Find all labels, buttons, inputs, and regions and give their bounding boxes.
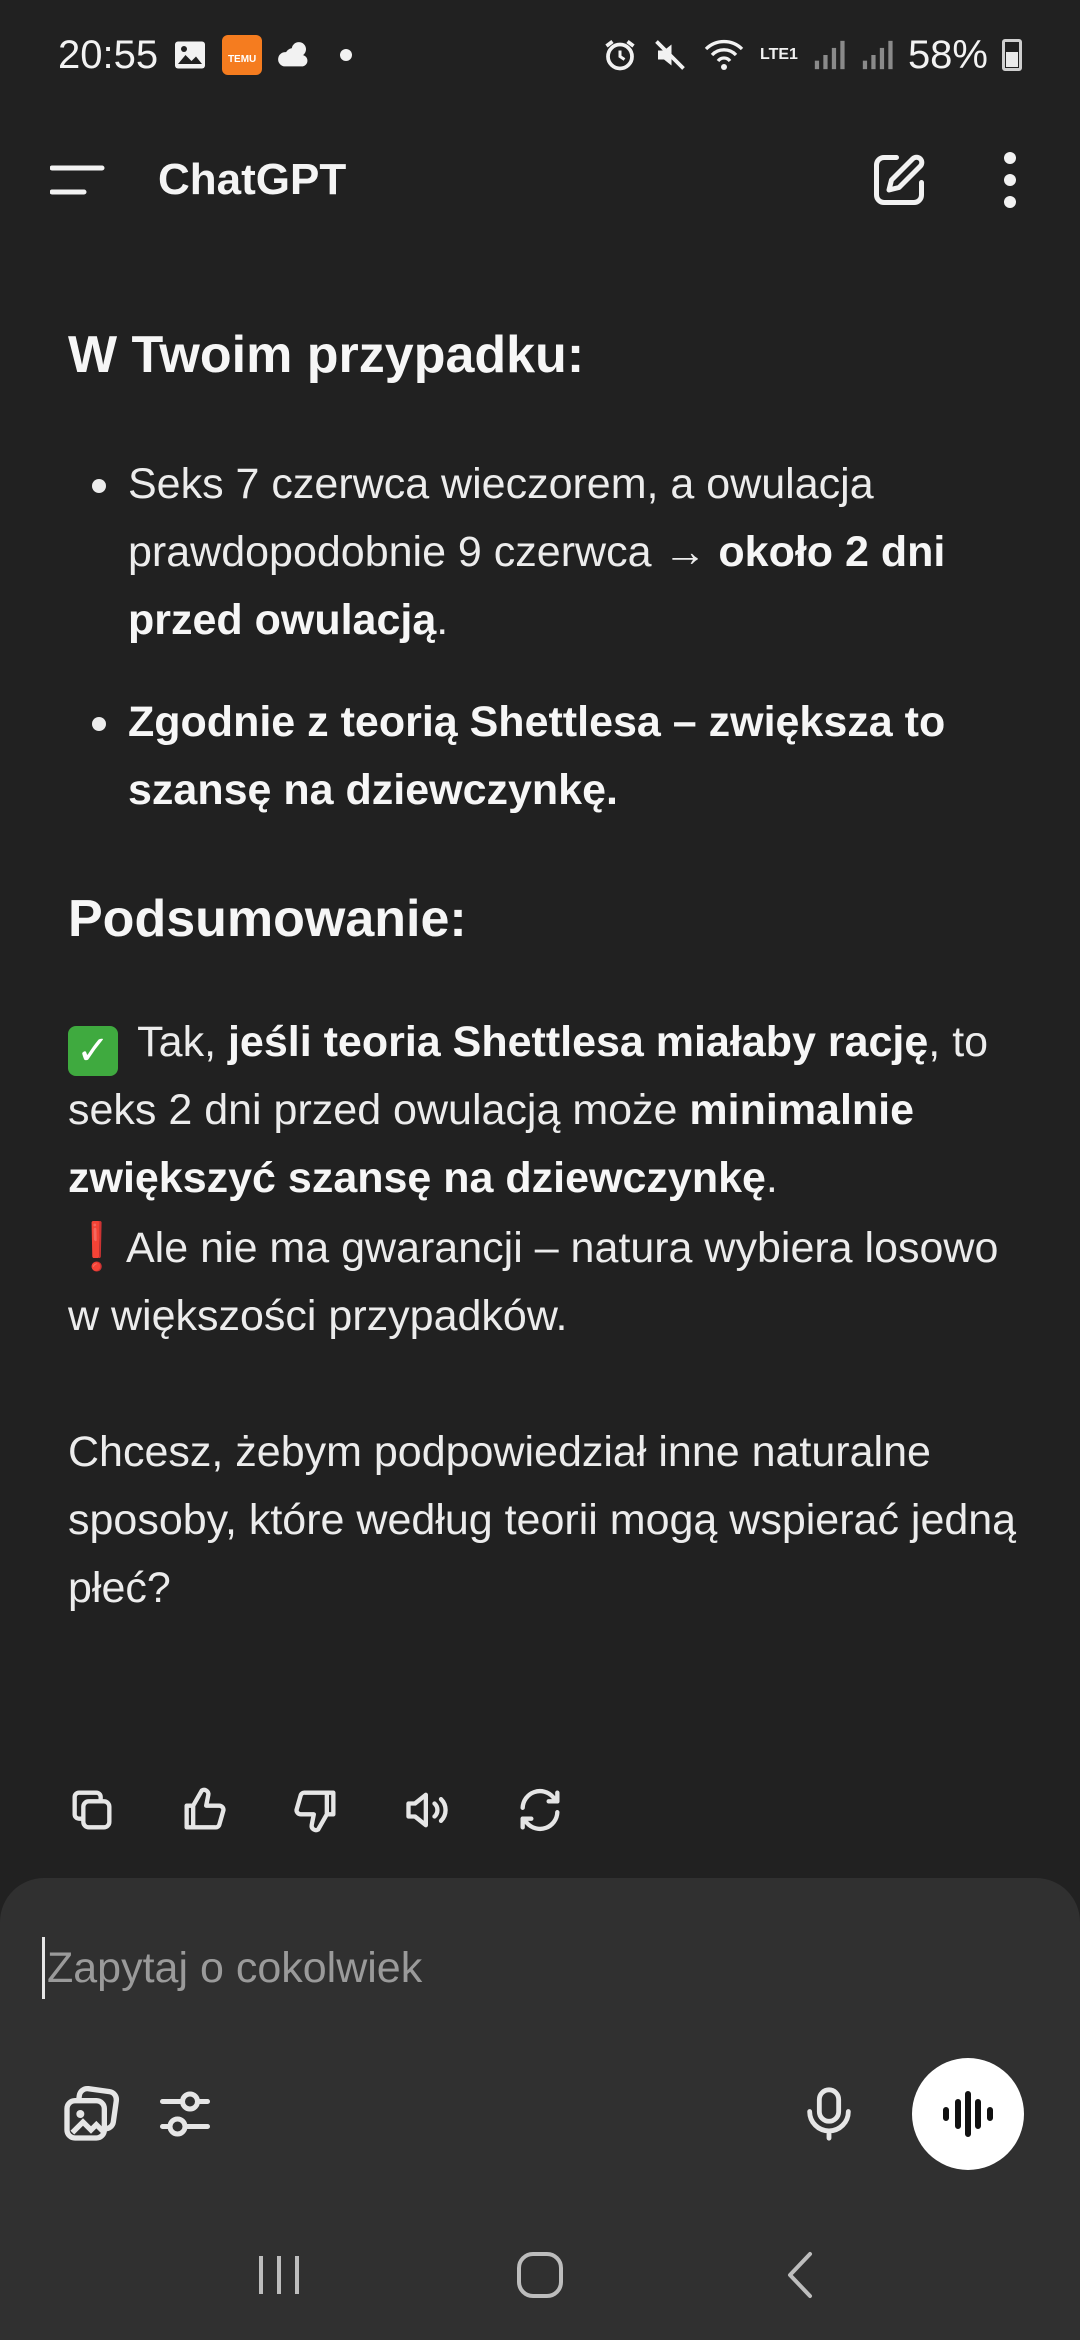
network-label: LTE1 <box>760 46 798 63</box>
check-emoji-icon: ✓ <box>68 1026 118 1076</box>
summary-p1-bold: jeśli teoria Shettlesa miałaby rację <box>227 1018 929 1066</box>
wifi-icon <box>702 37 746 73</box>
summary-p1-a: Tak, <box>126 1018 228 1066</box>
tools-icon <box>155 2084 215 2144</box>
bullet-item-1 <box>68 450 1018 654</box>
regenerate-icon <box>514 1784 566 1836</box>
read-aloud-button[interactable] <box>398 1780 458 1840</box>
home-button[interactable] <box>495 2230 585 2320</box>
summary-p1-end: . <box>765 1154 778 1202</box>
image-icon <box>59 2082 123 2146</box>
temu-icon <box>222 35 262 75</box>
back-button[interactable] <box>755 2230 845 2320</box>
more-options-button[interactable] <box>990 145 1030 215</box>
menu-icon <box>50 160 106 200</box>
thumbs-down-icon <box>290 1784 342 1836</box>
assistant-message <box>68 320 1018 1622</box>
back-icon <box>780 2250 820 2300</box>
app-title[interactable]: ChatGPT <box>158 155 347 204</box>
heading-case: W Twoim przypadku: <box>68 326 585 384</box>
summary-p2: Ale nie ma gwarancji – natura wybiera losowo w większości przypadków. <box>68 1224 999 1340</box>
weather-icon <box>276 37 316 73</box>
bullet1-bold: około 2 dni przed owulacją <box>128 528 946 644</box>
menu-button[interactable] <box>50 152 106 208</box>
status-time: 20:55 <box>58 32 159 77</box>
attach-image-button[interactable] <box>56 2079 126 2149</box>
bullet-list <box>68 450 1018 824</box>
bullet1-text: Seks 7 czerwca wieczorem, a owulacja prawdopodobnie 9 czerwca → <box>128 460 874 576</box>
recent-apps-button[interactable] <box>235 2230 325 2320</box>
voice-mode-icon <box>940 2090 996 2138</box>
thumbs-up-button[interactable] <box>174 1780 234 1840</box>
signal-icon <box>812 38 846 72</box>
notification-dot-icon <box>340 49 352 61</box>
temu-label: TEMU <box>227 53 257 65</box>
read-aloud-icon <box>402 1784 454 1836</box>
input-placeholder: Zapytaj o cokolwiek <box>47 1943 423 1992</box>
summary-paragraph-1 <box>68 1008 1018 1212</box>
volte-icon <box>760 47 798 63</box>
summary-p1-bold2: minimalnie zwiększyć szansę na dziewczynkę <box>68 1086 915 1202</box>
signal-2-icon <box>860 38 894 72</box>
battery-icon <box>1002 39 1022 71</box>
exclamation-emoji-icon: ❗ <box>68 1220 126 1272</box>
message-actions <box>62 1780 570 1840</box>
regenerate-button[interactable] <box>510 1780 570 1840</box>
mute-icon <box>652 37 688 73</box>
mic-icon <box>800 2085 858 2143</box>
gallery-icon <box>172 37 208 73</box>
microphone-button[interactable] <box>794 2079 864 2149</box>
bullet-item-2 <box>68 688 1018 824</box>
text-caret <box>42 1937 45 1999</box>
system-nav-bar <box>0 2210 1080 2340</box>
status-right <box>602 33 1022 78</box>
voice-mode-button[interactable] <box>912 2058 1024 2170</box>
home-icon <box>515 2250 565 2300</box>
new-chat-button[interactable] <box>864 145 934 215</box>
bullet2-bold: Zgodnie z teorią Shettlesa – zwiększa to szansę na dziewczynkę. <box>128 698 946 814</box>
thumbs-down-button[interactable] <box>286 1780 346 1840</box>
status-left <box>58 33 352 78</box>
tools-button[interactable] <box>150 2079 220 2149</box>
heading-summary: Podsumowanie: <box>68 890 467 948</box>
message-input[interactable] <box>42 1928 1022 2008</box>
follow-up-question: Chcesz, żebym podpowiedział inne naturalne sposoby, które według teorii mogą wspierać jedną płeć? <box>68 1428 1017 1612</box>
summary-paragraph-2 <box>68 1212 1018 1350</box>
status-bar <box>0 0 1080 110</box>
bullet1-end: . <box>436 596 449 644</box>
copy-button[interactable] <box>62 1780 122 1840</box>
more-icon <box>1003 150 1017 210</box>
new-chat-icon <box>869 150 929 210</box>
composer-tools <box>0 2054 1080 2174</box>
summary-p1-b: , to seks 2 dni przed owulacją może <box>68 1018 989 1134</box>
battery-percent: 58% <box>907 32 988 77</box>
copy-icon <box>66 1784 118 1836</box>
thumbs-up-icon <box>178 1784 230 1836</box>
alarm-icon <box>602 37 638 73</box>
recent-apps-icon <box>255 2252 305 2298</box>
app-header <box>0 130 1080 230</box>
